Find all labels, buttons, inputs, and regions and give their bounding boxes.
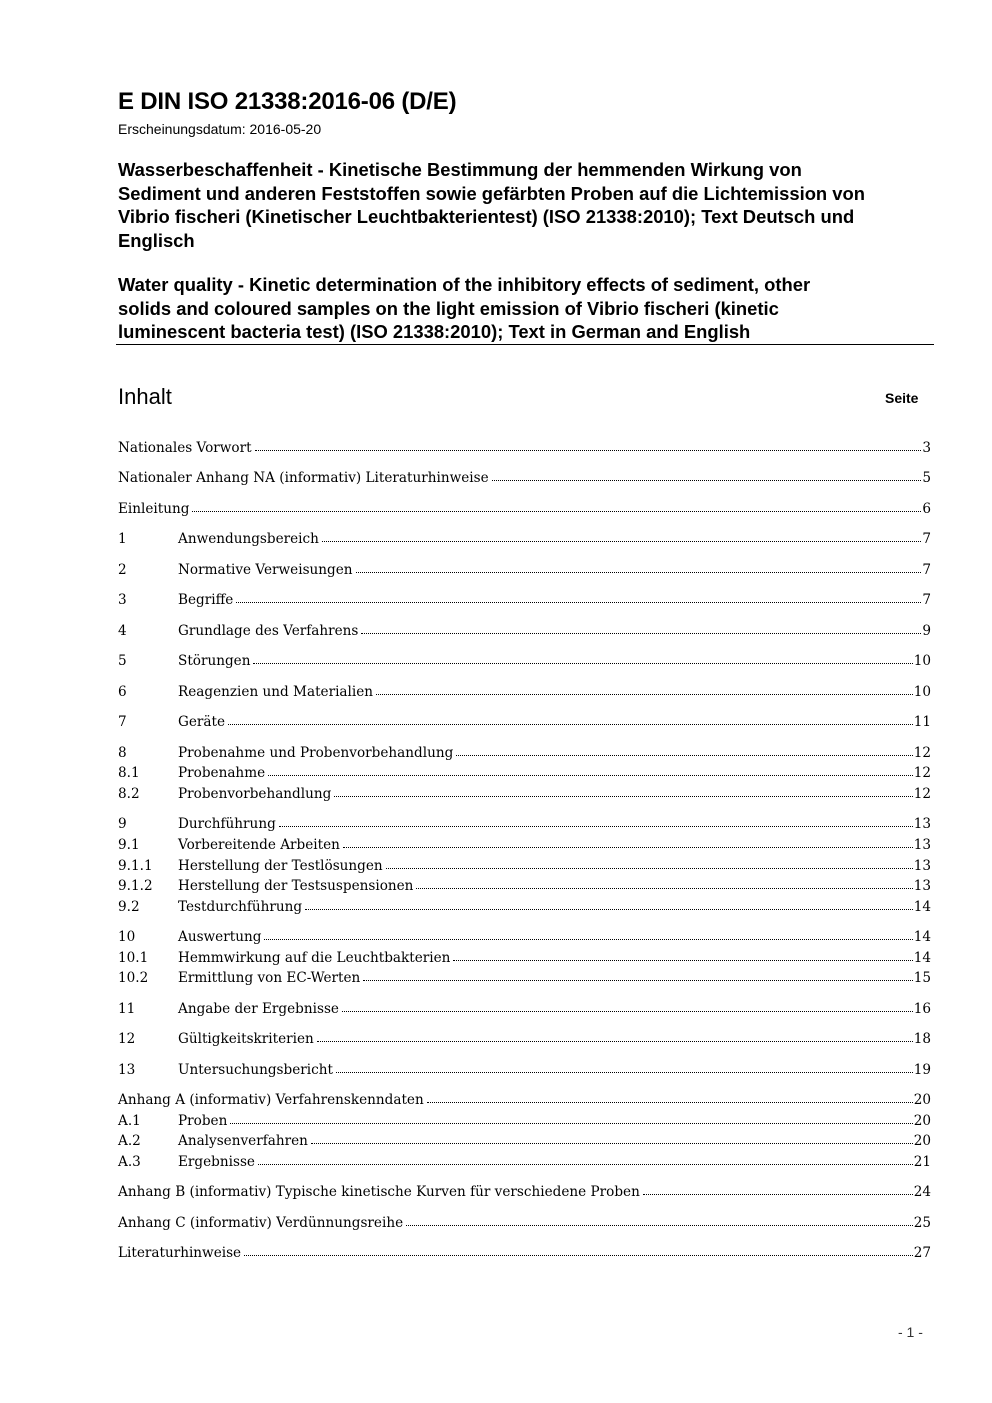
toc-entry-page: 20	[913, 1113, 931, 1129]
toc-dot-leader	[305, 908, 913, 910]
toc-dot-leader	[253, 662, 912, 664]
toc-entry-number: A.2	[118, 1133, 141, 1149]
toc-dot-leader	[236, 601, 921, 603]
toc-entry-number: 5	[118, 653, 127, 669]
page-number: - 1 -	[898, 1324, 923, 1340]
toc-entry-page: 9	[922, 623, 931, 639]
toc-entry[interactable]	[118, 470, 931, 490]
toc-entry-page: 12	[913, 745, 931, 761]
toc-entry-page: 13	[913, 837, 931, 853]
toc-entry-page: 10	[913, 653, 931, 669]
toc-entry-title: Herstellung der Testsuspensionen	[178, 878, 414, 894]
toc-entry-page: 5	[922, 470, 931, 486]
toc-entry[interactable]	[118, 745, 931, 765]
toc-entry[interactable]	[118, 950, 931, 970]
toc-entry-title: Anhang B (informativ) Typische kinetische Kurven für verschiedene Proben	[118, 1184, 640, 1200]
toc-dot-leader	[492, 479, 922, 481]
toc-entry-title: Störungen	[178, 653, 251, 669]
toc-entry-number: 2	[118, 562, 127, 578]
toc-entry[interactable]	[118, 1113, 931, 1133]
toc-dot-leader	[643, 1193, 913, 1195]
toc-entry-title: Grundlage des Verfahrens	[178, 623, 359, 639]
toc-entry-title: Probenvorbehandlung	[178, 786, 332, 802]
toc-entry-title: Geräte	[178, 714, 226, 730]
toc-entry-title: Analysenverfahren	[178, 1133, 308, 1149]
toc-entry-number: 11	[118, 1001, 136, 1017]
toc-entry[interactable]	[118, 970, 931, 990]
toc-entry[interactable]	[118, 1092, 931, 1112]
toc-entry-number: 13	[118, 1062, 136, 1078]
toc-dot-leader	[255, 449, 922, 451]
toc-entry-page: 15	[913, 970, 931, 986]
toc-entry-title: Normative Verweisungen	[178, 562, 353, 578]
toc-entry[interactable]	[118, 878, 931, 898]
toc-entry-page: 14	[913, 899, 931, 915]
toc-entry[interactable]	[118, 1001, 931, 1021]
toc-entry-number: 9.2	[118, 899, 140, 915]
toc-entry-page: 21	[913, 1154, 931, 1170]
toc-dot-leader	[279, 825, 913, 827]
toc-dot-leader	[386, 867, 913, 869]
toc-entry-page: 20	[913, 1092, 931, 1108]
toc-entry-number: 1	[118, 531, 127, 547]
toc-entry-title: Testdurchführung	[178, 899, 303, 915]
toc-entry-page: 20	[913, 1133, 931, 1149]
toc-entry-title: Herstellung der Testlösungen	[178, 858, 383, 874]
toc-dot-leader	[363, 979, 912, 981]
toc-entry-title: Angabe der Ergebnisse	[178, 1001, 339, 1017]
toc-entry-page: 7	[922, 592, 931, 608]
toc-entry-page: 7	[922, 531, 931, 547]
toc-dot-leader	[322, 540, 921, 542]
toc-entry[interactable]	[118, 858, 931, 878]
toc-entry[interactable]	[118, 786, 931, 806]
toc-entry-page: 3	[922, 440, 931, 456]
toc-entry-page: 10	[913, 684, 931, 700]
toc-entry[interactable]	[118, 1215, 931, 1235]
toc-entry-number: A.1	[118, 1113, 141, 1129]
toc-entry-title: Nationaler Anhang NA (informativ) Literaturhinweise	[118, 470, 489, 486]
toc-entry-title: Einleitung	[118, 501, 190, 517]
toc-entry[interactable]	[118, 765, 931, 785]
toc-dot-leader	[342, 1010, 913, 1012]
toc-dot-leader	[336, 1071, 913, 1073]
toc-dot-leader	[427, 1101, 913, 1103]
toc-entry-title: Anwendungsbereich	[178, 531, 319, 547]
toc-entry[interactable]	[118, 1062, 931, 1082]
toc-entry-page: 12	[913, 786, 931, 802]
toc-entry-title: Gültigkeitskriterien	[178, 1031, 314, 1047]
toc-entry-page: 14	[913, 950, 931, 966]
title-english-line: luminescent bacteria test) (ISO 21338:2010); Text in German and English	[118, 321, 751, 342]
toc-entry-title: Probenahme	[178, 765, 266, 781]
title-german-line: Englisch	[118, 229, 195, 251]
toc-dot-leader	[311, 1142, 913, 1144]
toc-entry[interactable]	[118, 899, 931, 919]
toc-dot-leader	[317, 1040, 913, 1042]
toc-entry-page: 24	[913, 1184, 931, 1200]
document-id: E DIN ISO 21338:2016-06 (D/E)	[118, 88, 457, 115]
title-english-line: Water quality - Kinetic determination of the inhibitory effects of sediment, other	[118, 274, 811, 295]
toc-heading: Inhalt	[118, 384, 172, 409]
toc-entry-number: 8	[118, 745, 127, 761]
toc-entry[interactable]	[118, 816, 931, 836]
toc-dot-leader	[228, 723, 913, 725]
toc-entry-number: 9	[118, 816, 127, 832]
toc-entry-page: 13	[913, 858, 931, 874]
toc-entry[interactable]	[118, 714, 931, 734]
toc-dot-leader	[361, 632, 921, 634]
toc-entry-title: Literaturhinweise	[118, 1245, 242, 1261]
toc-entry[interactable]	[118, 1184, 931, 1204]
toc-dot-leader	[456, 754, 912, 756]
toc-entry-title: Anhang A (informativ) Verfahrenskenndaten	[118, 1092, 424, 1108]
toc-entry-number: 10	[118, 929, 136, 945]
toc-entry-page: 13	[913, 816, 931, 832]
toc-entry[interactable]	[118, 531, 931, 551]
toc-entry-number: 9.1.1	[118, 858, 153, 874]
toc-dot-leader	[343, 846, 913, 848]
toc-entry-title: Auswertung	[178, 929, 262, 945]
toc-entry-page: 19	[913, 1062, 931, 1078]
toc-entry-page: 25	[913, 1215, 931, 1231]
toc-dot-leader	[406, 1224, 913, 1226]
toc-entry[interactable]	[118, 684, 931, 704]
toc-entry-title: Probenahme und Probenvorbehandlung	[178, 745, 454, 761]
toc-entry-title: Hemmwirkung auf die Leuchtbakterien	[178, 950, 451, 966]
toc-entry-title: Nationales Vorwort	[118, 440, 252, 456]
toc-entry-page: 27	[913, 1245, 931, 1261]
toc-entry-title: Ergebnisse	[178, 1154, 255, 1170]
toc-dot-leader	[376, 693, 913, 695]
toc-entry-page: 14	[913, 929, 931, 945]
toc-dot-leader	[258, 1163, 913, 1165]
toc-entry-number: 10.2	[118, 970, 149, 986]
toc-entry[interactable]	[118, 440, 931, 460]
toc-dot-leader	[268, 774, 913, 776]
toc-dot-leader	[264, 938, 912, 940]
title-english	[118, 273, 933, 344]
toc-entry-page: 12	[913, 765, 931, 781]
toc-entry[interactable]	[118, 929, 931, 949]
toc-entry[interactable]	[118, 592, 931, 612]
toc-entry-title: Reagenzien und Materialien	[178, 684, 374, 700]
toc-entry-title: Anhang C (informativ) Verdünnungsreihe	[118, 1215, 404, 1231]
toc-entry-page: 13	[913, 878, 931, 894]
toc-entry-title: Vorbereitende Arbeiten	[178, 837, 340, 853]
title-german-line: Vibrio fischeri (Kinetischer Leuchtbakterientest) (ISO 21338:2010); Text Deutsch und	[118, 206, 855, 227]
toc-entry[interactable]	[118, 501, 931, 521]
toc-entry-page: 7	[922, 562, 931, 578]
title-german	[118, 158, 933, 252]
toc-entry-number: 4	[118, 623, 127, 639]
toc-entry[interactable]	[118, 1154, 931, 1174]
toc-entry[interactable]	[118, 1245, 931, 1265]
toc-dot-leader	[416, 887, 912, 889]
toc-entry-number: 6	[118, 684, 127, 700]
toc-entry-number: 9.1	[118, 837, 140, 853]
toc-entry[interactable]	[118, 623, 931, 643]
toc-dot-leader	[244, 1254, 913, 1256]
toc-entry-number: 9.1.2	[118, 878, 153, 894]
toc-page-column-label: Seite	[885, 390, 919, 406]
toc-entry-number: A.3	[118, 1154, 141, 1170]
publication-date: Erscheinungsdatum: 2016-05-20	[118, 121, 322, 137]
toc-entry-number: 12	[118, 1031, 136, 1047]
toc-dot-leader	[230, 1122, 912, 1124]
title-english-line: solids and coloured samples on the light emission of Vibrio fischeri (kinetic	[118, 297, 779, 319]
toc-entry-number: 3	[118, 592, 127, 608]
toc-entry[interactable]	[118, 1133, 931, 1153]
toc-entry-number: 7	[118, 714, 127, 730]
toc-dot-leader	[192, 510, 921, 512]
toc-entry-page: 11	[913, 714, 931, 730]
toc-entry-title: Proben	[178, 1113, 228, 1129]
toc-entry-title: Untersuchungsbericht	[178, 1062, 333, 1078]
toc-entry[interactable]	[118, 562, 931, 582]
toc-dot-leader	[453, 959, 912, 961]
toc-dot-leader	[334, 795, 912, 797]
toc-entry-page: 16	[913, 1001, 931, 1017]
title-german-line: Wasserbeschaffenheit - Kinetische Bestimmung der hemmenden Wirkung von	[118, 159, 802, 180]
toc-entry[interactable]	[118, 837, 931, 857]
toc-entry-page: 18	[913, 1031, 931, 1047]
toc-entry[interactable]	[118, 653, 931, 673]
title-divider	[116, 344, 934, 345]
title-german-line: Sediment und anderen Feststoffen sowie gefärbten Proben auf die Lichtemission von	[118, 182, 865, 204]
toc-entry-title: Begriffe	[178, 592, 234, 608]
toc-entry-number: 10.1	[118, 950, 149, 966]
toc-entry-title: Ermittlung von EC-Werten	[178, 970, 361, 986]
toc-entry-number: 8.2	[118, 786, 140, 802]
toc-entry-number: 8.1	[118, 765, 140, 781]
toc-entry[interactable]	[118, 1031, 931, 1051]
toc-entry-page: 6	[922, 501, 931, 517]
toc-dot-leader	[356, 571, 922, 573]
toc-entry-title: Durchführung	[178, 816, 276, 832]
